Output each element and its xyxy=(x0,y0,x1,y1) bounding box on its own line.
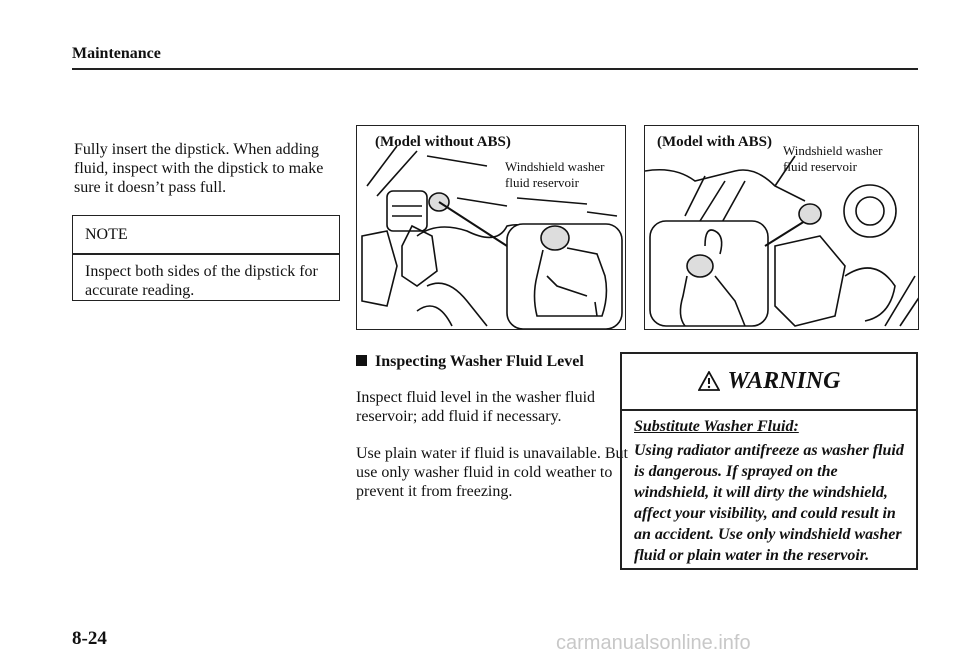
watermark: carmanualsonline.info xyxy=(556,632,751,654)
warning-header xyxy=(622,368,916,398)
figure-with-abs xyxy=(644,125,919,330)
inspect-paragraph: Inspect fluid level in the washer fluid reservoir; add fluid if necessary. xyxy=(356,389,596,425)
section-heading xyxy=(356,353,584,371)
section-title: Maintenance xyxy=(72,45,161,62)
plain-water-paragraph: Use plain water if fluid is unavailable. But use only washer fluid in cold weather to prevent it from freezing. xyxy=(356,445,628,500)
figure-callout-line2: fluid reservoir xyxy=(505,175,580,190)
figure-callout-line1: Windshield washer xyxy=(505,159,605,174)
warning-text: Using radiator antifreeze as washer fluid is dangerous. If sprayed on the windshield, it will dirty the windshield, affect your visibility, and could result in an accident. Use only windshield washer fluid or plain water in the reservoir. xyxy=(634,442,904,564)
section-heading-text: Inspecting Washer Fluid Level xyxy=(375,353,584,370)
header-divider xyxy=(72,68,918,70)
dipstick-paragraph: Fully insert the dipstick. When adding fluid, inspect with the dipstick to make sure it doesn’t pass full. xyxy=(74,141,324,196)
note-label: NOTE xyxy=(85,226,128,243)
figure-caption: (Model with ABS) xyxy=(657,134,773,150)
page-number: 8-24 xyxy=(72,628,107,649)
figure-callout-line1: Windshield washer xyxy=(783,143,883,158)
warning-triangle-icon xyxy=(698,371,720,398)
engine-bay-illustration-without-abs xyxy=(357,126,626,330)
figure-callout-line2: fluid reservoir xyxy=(783,159,858,174)
warning-divider xyxy=(622,409,916,411)
note-text: Inspect both sides of the dipstick for accurate reading. xyxy=(85,263,318,299)
note-divider xyxy=(73,253,339,255)
warning-box xyxy=(620,352,918,570)
warning-subtitle: Substitute Washer Fluid: xyxy=(634,418,799,435)
warning-title: WARNING xyxy=(727,368,841,394)
figure-without-abs xyxy=(356,125,626,330)
figure-caption: (Model without ABS) xyxy=(375,134,511,150)
note-box xyxy=(72,215,340,301)
bullet-square-icon xyxy=(356,355,367,366)
